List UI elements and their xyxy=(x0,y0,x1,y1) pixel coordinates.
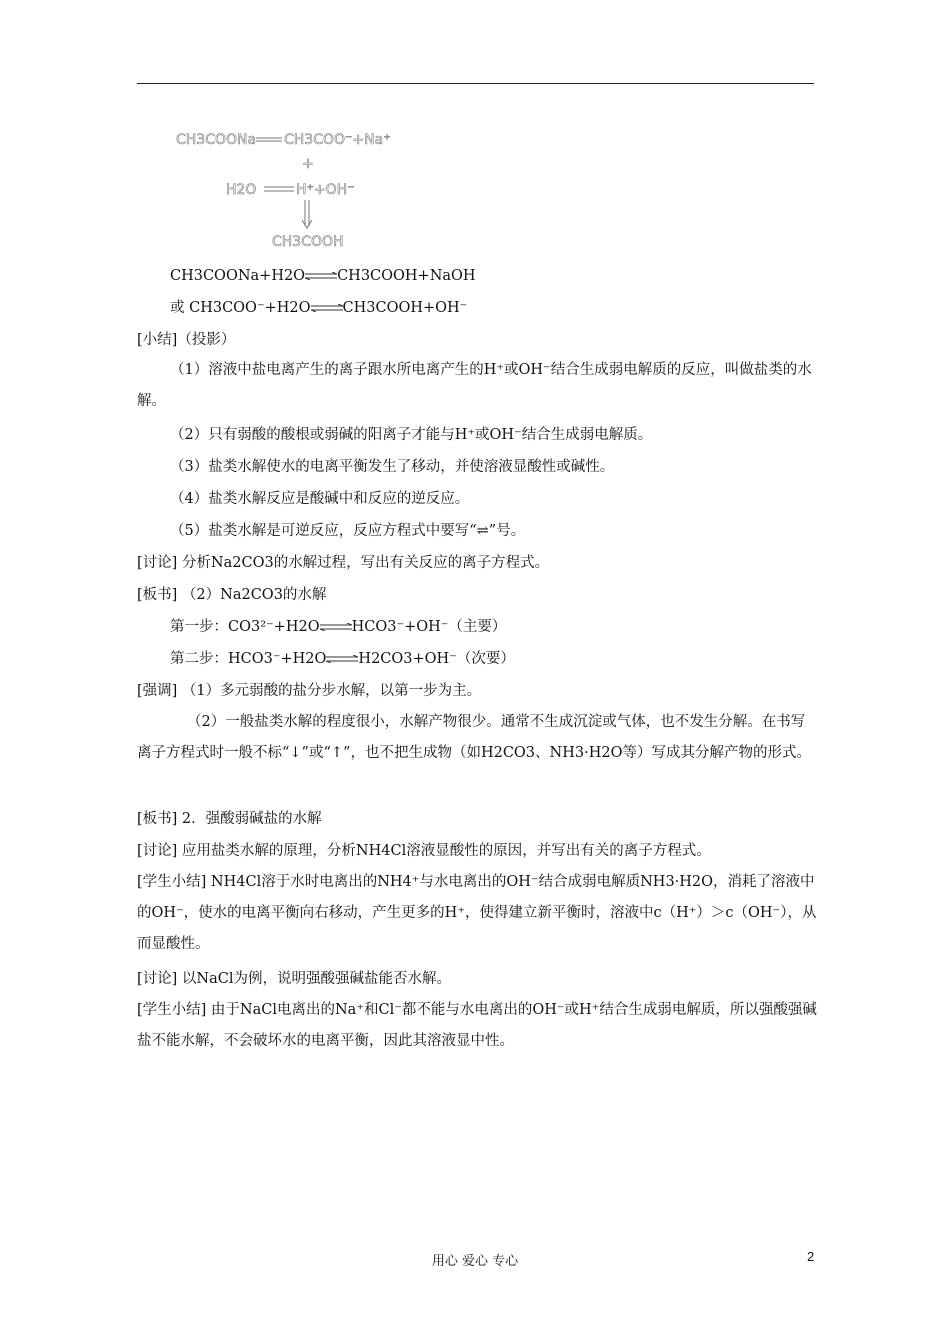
student-summary-1: [学生小结] NH4Cl溶于水时电离出的NH4⁺与水电离出的OH⁻结合成弱电解质NH3·H2O，消耗了溶液中的OH⁻，使水的电离平衡向右移动，产生更多的H⁺，使得建立新平衡时，溶液中c（H⁺）＞c（OH⁻），从而显酸性。 xyxy=(137,874,817,952)
diagram-row1-right: CH3COO⁻+Na⁺ xyxy=(284,132,391,148)
discussion-3: [讨论] 以NaCl为例，说明强酸强碱盐能否水解。 xyxy=(137,971,451,987)
diagram-row2-left: H2O xyxy=(226,182,257,198)
board-note-1: [板书] （2）Na2CO3的水解 xyxy=(137,587,327,603)
step-2-rhs: H2CO3+OH⁻（次要） xyxy=(358,651,515,667)
equilibrium-arrow-icon xyxy=(311,304,343,312)
equation-1-rhs: CH3COOH+NaOH xyxy=(337,268,476,284)
emphasis-1: [强调] （1）多元弱酸的盐分步水解，以第一步为主。 xyxy=(137,683,482,699)
diagram-plus: + xyxy=(302,156,314,172)
emphasis-2: （2）一般盐类水解的程度很小，水解产物很少。通常不生成沉淀或气体，也不发生分解。在书写离子方程式时一般不标“↓”或“↑”，也不把生成物（如H2CO3、NH3·H2O等）写成其分解产物的形式。 xyxy=(137,714,811,761)
step-2-label: 第二步： xyxy=(170,651,228,667)
page-footer: 用心 爱心 专心 xyxy=(431,1254,519,1269)
board-note-2: [板书] 2．强酸弱碱盐的水解 xyxy=(137,811,322,827)
discussion-1: [讨论] 分析Na2CO3的水解过程，写出有关反应的离子方程式。 xyxy=(137,555,550,571)
step-1-rhs: HCO3⁻+OH⁻（主要） xyxy=(351,619,507,635)
equation-1 xyxy=(170,266,476,286)
equation-2-lhs: CH3COO⁻+H2O xyxy=(189,300,311,316)
equation-2 xyxy=(170,298,467,318)
page-number: 2 xyxy=(807,1249,815,1264)
diagram-row3: CH3COOH xyxy=(272,234,344,250)
summary-item-3: （3）盐类水解使水的电离平衡发生了移动，并使溶液显酸性或碱性。 xyxy=(170,459,615,475)
equilibrium-arrow-icon xyxy=(305,272,337,280)
summary-tag: [小结]（投影） xyxy=(137,332,236,348)
summary-item-4: （4）盐类水解反应是酸碱中和反应的逆反应。 xyxy=(170,491,470,507)
equation-1-lhs: CH3COONa+H2O xyxy=(170,268,306,284)
equation-2-rhs: CH3COOH+OH⁻ xyxy=(342,300,468,316)
equilibrium-arrow-icon xyxy=(326,655,358,663)
diagram-row1-left: CH3COONa xyxy=(176,132,257,148)
hydrolysis-step-1 xyxy=(170,617,506,637)
equation-2-prefix: 或 xyxy=(170,300,185,316)
diagram-row2-right: H⁺+OH⁻ xyxy=(296,182,355,198)
summary-item-5: （5）盐类水解是可逆反应，反应方程式中要写“⇌”号。 xyxy=(170,523,526,539)
step-2-lhs: HCO3⁻+H2O xyxy=(228,651,327,667)
ionization-diagram xyxy=(172,122,432,254)
equilibrium-arrow-icon xyxy=(320,623,352,631)
student-summary-2: [学生小结] 由于NaCl电离出的Na⁺和Cl⁻都不能与水电离出的OH⁻或H⁺结合生成弱电解质，所以强酸强碱盐不能水解，不会破坏水的电离平衡，因此其溶液显中性。 xyxy=(137,1002,817,1049)
step-1-lhs: CO3²⁻+H2O xyxy=(228,619,320,635)
summary-item-2: （2）只有弱酸的酸根或弱碱的阳离子才能与H⁺或OH⁻结合生成弱电解质。 xyxy=(170,427,653,443)
header-rule xyxy=(137,83,814,84)
step-1-label: 第一步： xyxy=(170,619,228,635)
hydrolysis-step-2 xyxy=(170,649,515,669)
discussion-2: [讨论] 应用盐类水解的原理，分析NH4Cl溶液显酸性的原因，并写出有关的离子方程式。 xyxy=(137,843,711,859)
summary-item-1: （1）溶液中盐电离产生的离子跟水所电离产生的H⁺或OH⁻结合生成弱电解质的反应，叫做盐类的水解。 xyxy=(137,362,812,409)
